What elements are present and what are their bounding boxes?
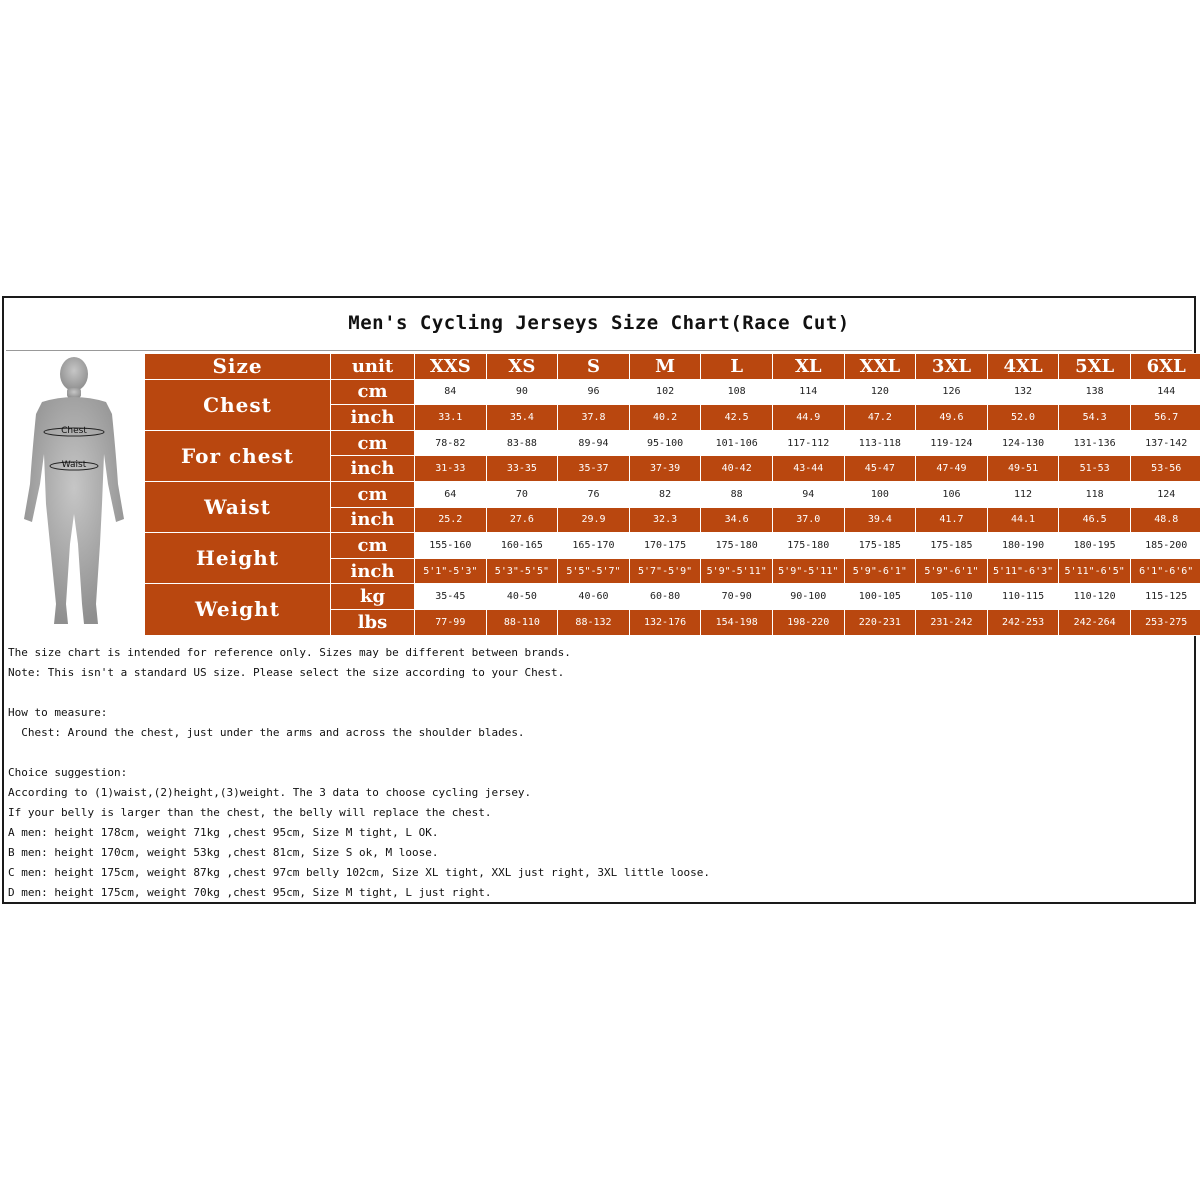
note-line: Note: This isn't a standard US size. Please select the size according to your Chest. bbox=[8, 666, 565, 679]
note-line bbox=[8, 683, 1190, 703]
value-cell: 5'1"-5'3" bbox=[415, 558, 487, 584]
measurement-label: Waist bbox=[145, 481, 331, 532]
waist-marker-label: Waist bbox=[61, 460, 87, 470]
value-cell: 118 bbox=[1059, 481, 1131, 507]
value-cell: 76 bbox=[558, 481, 630, 507]
table-row bbox=[145, 584, 1200, 610]
value-cell: 165-170 bbox=[558, 533, 630, 559]
value-cell: 95-100 bbox=[629, 430, 701, 456]
value-cell: 40.2 bbox=[629, 405, 701, 431]
value-cell: 5'9"-6'1" bbox=[844, 558, 916, 584]
value-cell: 242-253 bbox=[987, 609, 1059, 635]
note-line: Chest: Around the chest, just under the arms and across the shoulder blades. bbox=[8, 726, 525, 739]
note-line: C men: height 175cm, weight 87kg ,chest 97cm belly 102cm, Size XL tight, XXL just right, 3XL little loose. bbox=[8, 866, 710, 879]
table-row bbox=[145, 481, 1200, 507]
value-cell: 175-185 bbox=[916, 533, 988, 559]
value-cell: 124-130 bbox=[987, 430, 1059, 456]
value-cell: 89-94 bbox=[558, 430, 630, 456]
unit-cell: cm bbox=[331, 481, 415, 507]
value-cell: 175-180 bbox=[772, 533, 844, 559]
unit-cell: inch bbox=[331, 507, 415, 533]
value-cell: 40-42 bbox=[701, 456, 773, 482]
value-cell: 132-176 bbox=[629, 609, 701, 635]
value-cell: 33.1 bbox=[415, 405, 487, 431]
note-line: D men: height 175cm, weight 70kg ,chest 95cm, Size M tight, L just right. bbox=[8, 886, 492, 899]
size-column-header: S bbox=[558, 354, 630, 380]
value-cell: 60-80 bbox=[629, 584, 701, 610]
size-column-header: XXL bbox=[844, 354, 916, 380]
table-row bbox=[145, 379, 1200, 405]
value-cell: 41.7 bbox=[916, 507, 988, 533]
value-cell: 83-88 bbox=[486, 430, 558, 456]
note-line: According to (1)waist,(2)height,(3)weight. The 3 data to choose cycling jersey. bbox=[8, 786, 532, 799]
table-header-row bbox=[145, 354, 1200, 380]
value-cell: 138 bbox=[1059, 379, 1131, 405]
value-cell: 34.6 bbox=[701, 507, 773, 533]
value-cell: 37.0 bbox=[772, 507, 844, 533]
value-cell: 231-242 bbox=[916, 609, 988, 635]
title-divider bbox=[6, 350, 1192, 351]
note-line: Choice suggestion: bbox=[8, 766, 128, 779]
unit-cell: kg bbox=[331, 584, 415, 610]
value-cell: 117-112 bbox=[772, 430, 844, 456]
value-cell: 94 bbox=[772, 481, 844, 507]
value-cell: 132 bbox=[987, 379, 1059, 405]
value-cell: 110-120 bbox=[1059, 584, 1131, 610]
notes-section bbox=[8, 643, 1190, 903]
value-cell: 155-160 bbox=[415, 533, 487, 559]
human-silhouette-icon bbox=[24, 357, 124, 624]
value-cell: 31-33 bbox=[415, 456, 487, 482]
value-cell: 48.8 bbox=[1130, 507, 1200, 533]
size-column-header: XXS bbox=[415, 354, 487, 380]
value-cell: 5'5"-5'7" bbox=[558, 558, 630, 584]
size-column-header: XL bbox=[772, 354, 844, 380]
measurement-label: Chest bbox=[145, 379, 331, 430]
value-cell: 47-49 bbox=[916, 456, 988, 482]
value-cell: 105-110 bbox=[916, 584, 988, 610]
value-cell: 90-100 bbox=[772, 584, 844, 610]
value-cell: 112 bbox=[987, 481, 1059, 507]
value-cell: 35-37 bbox=[558, 456, 630, 482]
size-column-header: 5XL bbox=[1059, 354, 1131, 380]
unit-cell: cm bbox=[331, 379, 415, 405]
value-cell: 29.9 bbox=[558, 507, 630, 533]
value-cell: 53-56 bbox=[1130, 456, 1200, 482]
unit-cell: cm bbox=[331, 533, 415, 559]
value-cell: 120 bbox=[844, 379, 916, 405]
value-cell: 43-44 bbox=[772, 456, 844, 482]
value-cell: 96 bbox=[558, 379, 630, 405]
note-line bbox=[8, 743, 1190, 763]
size-column-header: M bbox=[629, 354, 701, 380]
value-cell: 64 bbox=[415, 481, 487, 507]
value-cell: 100 bbox=[844, 481, 916, 507]
note-line: The size chart is intended for reference only. Sizes may be different between brands. bbox=[8, 646, 571, 659]
size-column-header: L bbox=[701, 354, 773, 380]
size-column-header: 4XL bbox=[987, 354, 1059, 380]
value-cell: 40-60 bbox=[558, 584, 630, 610]
value-cell: 180-190 bbox=[987, 533, 1059, 559]
value-cell: 25.2 bbox=[415, 507, 487, 533]
value-cell: 46.5 bbox=[1059, 507, 1131, 533]
value-cell: 131-136 bbox=[1059, 430, 1131, 456]
table-row bbox=[145, 430, 1200, 456]
value-cell: 37.8 bbox=[558, 405, 630, 431]
value-cell: 44.1 bbox=[987, 507, 1059, 533]
value-cell: 88-132 bbox=[558, 609, 630, 635]
value-cell: 49-51 bbox=[987, 456, 1059, 482]
value-cell: 137-142 bbox=[1130, 430, 1200, 456]
value-cell: 47.2 bbox=[844, 405, 916, 431]
value-cell: 113-118 bbox=[844, 430, 916, 456]
value-cell: 100-105 bbox=[844, 584, 916, 610]
note-line: How to measure: bbox=[8, 706, 108, 719]
value-cell: 144 bbox=[1130, 379, 1200, 405]
value-cell: 170-175 bbox=[629, 533, 701, 559]
value-cell: 175-180 bbox=[701, 533, 773, 559]
note-line: A men: height 178cm, weight 71kg ,chest 95cm, Size M tight, L OK. bbox=[8, 826, 439, 839]
value-cell: 5'11"-6'3" bbox=[987, 558, 1059, 584]
value-cell: 180-195 bbox=[1059, 533, 1131, 559]
unit-cell: lbs bbox=[331, 609, 415, 635]
value-cell: 77-99 bbox=[415, 609, 487, 635]
value-cell: 49.6 bbox=[916, 405, 988, 431]
unit-cell: inch bbox=[331, 558, 415, 584]
table-row bbox=[145, 533, 1200, 559]
value-cell: 35.4 bbox=[486, 405, 558, 431]
value-cell: 35-45 bbox=[415, 584, 487, 610]
value-cell: 5'11"-6'5" bbox=[1059, 558, 1131, 584]
unit-cell: inch bbox=[331, 405, 415, 431]
value-cell: 108 bbox=[701, 379, 773, 405]
size-header: Size bbox=[145, 354, 331, 380]
value-cell: 175-185 bbox=[844, 533, 916, 559]
page-title: Men's Cycling Jerseys Size Chart(Race Cut) bbox=[348, 312, 850, 334]
value-cell: 5'9"-6'1" bbox=[916, 558, 988, 584]
value-cell: 42.5 bbox=[701, 405, 773, 431]
value-cell: 115-125 bbox=[1130, 584, 1200, 610]
value-cell: 84 bbox=[415, 379, 487, 405]
value-cell: 126 bbox=[916, 379, 988, 405]
value-cell: 40-50 bbox=[486, 584, 558, 610]
value-cell: 88 bbox=[701, 481, 773, 507]
value-cell: 90 bbox=[486, 379, 558, 405]
value-cell: 52.0 bbox=[987, 405, 1059, 431]
chest-marker-label: Chest bbox=[61, 426, 87, 436]
value-cell: 198-220 bbox=[772, 609, 844, 635]
value-cell: 82 bbox=[629, 481, 701, 507]
size-column-header: XS bbox=[486, 354, 558, 380]
value-cell: 45-47 bbox=[844, 456, 916, 482]
value-cell: 5'9"-5'11" bbox=[701, 558, 773, 584]
measurement-label: Height bbox=[145, 533, 331, 584]
value-cell: 32.3 bbox=[629, 507, 701, 533]
value-cell: 119-124 bbox=[916, 430, 988, 456]
value-cell: 5'3"-5'5" bbox=[486, 558, 558, 584]
value-cell: 56.7 bbox=[1130, 405, 1200, 431]
value-cell: 88-110 bbox=[486, 609, 558, 635]
value-cell: 37-39 bbox=[629, 456, 701, 482]
value-cell: 220-231 bbox=[844, 609, 916, 635]
value-cell: 27.6 bbox=[486, 507, 558, 533]
unit-header: unit bbox=[331, 354, 415, 380]
value-cell: 106 bbox=[916, 481, 988, 507]
value-cell: 124 bbox=[1130, 481, 1200, 507]
size-chart-frame bbox=[2, 296, 1196, 904]
value-cell: 70 bbox=[486, 481, 558, 507]
value-cell: 44.9 bbox=[772, 405, 844, 431]
size-column-header: 3XL bbox=[916, 354, 988, 380]
value-cell: 78-82 bbox=[415, 430, 487, 456]
unit-cell: inch bbox=[331, 456, 415, 482]
value-cell: 160-165 bbox=[486, 533, 558, 559]
value-cell: 101-106 bbox=[701, 430, 773, 456]
measurement-label: Weight bbox=[145, 584, 331, 635]
value-cell: 39.4 bbox=[844, 507, 916, 533]
value-cell: 51-53 bbox=[1059, 456, 1131, 482]
value-cell: 70-90 bbox=[701, 584, 773, 610]
measurement-label: For chest bbox=[145, 430, 331, 481]
value-cell: 242-264 bbox=[1059, 609, 1131, 635]
body-measurement-figure bbox=[12, 354, 142, 634]
note-line: B men: height 170cm, weight 53kg ,chest 81cm, Size S ok, M loose. bbox=[8, 846, 439, 859]
size-table bbox=[144, 353, 1200, 636]
note-line: If your belly is larger than the chest, the belly will replace the chest. bbox=[8, 806, 492, 819]
value-cell: 154-198 bbox=[701, 609, 773, 635]
value-cell: 114 bbox=[772, 379, 844, 405]
value-cell: 253-275 bbox=[1130, 609, 1200, 635]
value-cell: 54.3 bbox=[1059, 405, 1131, 431]
value-cell: 33-35 bbox=[486, 456, 558, 482]
value-cell: 185-200 bbox=[1130, 533, 1200, 559]
value-cell: 110-115 bbox=[987, 584, 1059, 610]
value-cell: 102 bbox=[629, 379, 701, 405]
size-column-header: 6XL bbox=[1130, 354, 1200, 380]
value-cell: 6'1"-6'6" bbox=[1130, 558, 1200, 584]
value-cell: 5'9"-5'11" bbox=[772, 558, 844, 584]
unit-cell: cm bbox=[331, 430, 415, 456]
value-cell: 5'7"-5'9" bbox=[629, 558, 701, 584]
